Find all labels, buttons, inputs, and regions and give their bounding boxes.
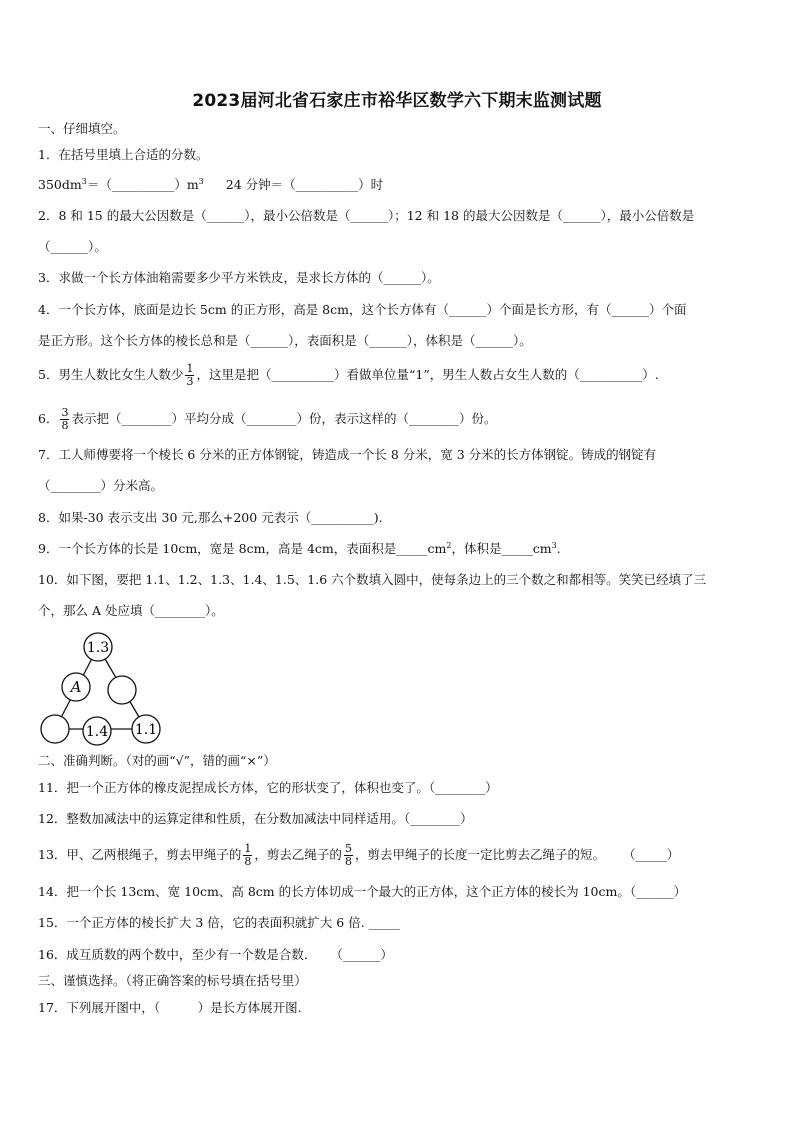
question-14 [38,883,686,901]
section-3-heading: 三、谨慎选择。（将正确答案的标号填在括号里） [38,973,307,988]
q9-sup-a: 2 [446,540,452,550]
question-12-text: 12．整数加减法中的运算定律和性质，在分数加减法中同样适用。（________） [38,811,473,826]
question-9-text-c: . [556,541,561,556]
diagram-label-bottom-right: 1.1 [134,722,158,738]
question-6 [38,402,496,436]
q1-item-a: 350dm [38,177,82,192]
question-11-text: 11．把一个正方体的橡皮泥捏成长方体，它的形状变了，体积也变了。（________） [38,780,498,795]
question-10-text: 10．如下图，要把 1.1、1.2、1.3、1.4、1.5、1.6 六个数填入圆中，使每条边上的三个数之和都相等。笑笑已经填了三 [38,572,707,587]
question-5-text-a: 5．男生人数比女生人数少 [38,367,184,382]
question-1 [38,146,208,164]
question-10-cont [38,602,224,620]
page-title: 2023届河北省石家庄市裕华区数学六下期末监测试题 [192,91,602,111]
question-4-text: 4．一个长方体，底面是边长 5cm 的正方形，高是 8cm，这个长方体有（______）个面是长方形，有（______）个面 [38,302,687,317]
section-2-heading: 二、准确判断。（对的画“√”，错的画“×”） [38,753,276,768]
q13-fraction-2-numerator: 5 [344,842,352,855]
question-8 [38,509,383,527]
question-14-text: 14．把一个长 13cm、宽 10cm、高 8cm 的长方体切成一个最大的正方体，这个正方体的棱长为 10cm。（______） [38,884,687,899]
section-1-heading: 一、仔细填空。 [38,121,126,136]
q13-fraction-1 [243,843,252,868]
question-13-text-b: ，剪去乙绳子的 [254,847,342,862]
question-4 [38,301,687,319]
question-5 [38,358,659,392]
question-4-cont [38,332,532,350]
question-7 [38,446,656,464]
q9-sup-b: 3 [551,540,557,550]
question-3 [38,269,440,287]
question-10-text-cont: 个，那么 A 处应填（________）。 [38,603,224,618]
q5-fraction-denominator: 3 [186,375,194,388]
question-15-text: 15．一个正方体的棱长扩大 3 倍，它的表面积就扩大 6 倍. _____ [38,915,400,930]
question-5-text-b: ，这里是把（__________）看做单位量“1”，男生人数占女生人数的（__________）. [196,367,659,382]
question-7-cont [38,477,163,495]
q6-fraction-numerator: 3 [61,406,69,419]
diagram-label-a: A [70,678,82,696]
q5-fraction-numerator: 1 [186,362,194,375]
question-10 [38,571,706,589]
question-2-text-cont: （______）。 [38,239,107,254]
q5-fraction [185,363,194,388]
question-2-text: 2．8 和 15 的最大公因数是（______），最小公倍数是（______）；12 和 18 的最大公因数是（______），最小公倍数是 [38,208,695,223]
question-11 [38,779,498,797]
question-17 [38,999,302,1017]
question-13 [38,838,679,872]
diagram-circle-right [108,676,136,704]
q13-fraction-2 [344,843,353,868]
q1-sup-a: 3 [81,176,87,186]
question-2-cont [38,238,107,256]
q6-fraction-denominator: 8 [61,419,69,432]
q13-fraction-1-denominator: 8 [244,855,252,868]
question-15 [38,914,400,932]
question-16-text: 16．成互质数的两个数中，至少有一个数是合数． [38,947,317,962]
diagram-label-top: 1.3 [86,640,110,656]
question-16 [38,946,393,964]
triangle-circle-diagram [34,630,166,748]
question-4-text-cont: 是正方形。这个长方体的棱长总和是（______），表面积是（______），体积是（______）。 [38,333,532,348]
question-13-answer: （_____） [622,847,680,862]
question-3-text: 3．求做一个长方体油箱需要多少平方米铁皮，是求长方体的（______）。 [38,270,440,285]
diagram-circle-bottom-left [41,715,69,743]
diagram-label-bottom-mid: 1.4 [85,724,109,740]
q1-item-c: 24 分钟＝（__________）时 [225,177,384,192]
question-13-text-c: ，剪去甲绳子的长度一定比剪去乙绳子的短。 [354,847,605,862]
question-6-text-b: 表示把（________）平均分成（________）份，表示这样的（________）份。 [71,411,497,426]
question-7-text: 7．工人师傅要将一个棱长 6 分米的正方体钢锭，铸造成一个长 8 分米，宽 3 分米的长方体钢锭。铸成的钢锭有 [38,447,657,462]
question-17-text: 17．下列展开图中，（ ）是长方体展开图. [38,1000,302,1015]
question-1-items [38,176,383,194]
q1-sup-b: 3 [198,176,204,186]
question-7-text-cont: （________）分米高。 [38,478,164,493]
question-2 [38,207,694,225]
q13-fraction-1-numerator: 1 [244,842,252,855]
question-9-text-a: 9．一个长方体的长是 10cm，宽是 8cm，高是 4cm，表面积是_____cm [38,541,447,556]
question-1-text: 1．在括号里填上合适的分数。 [38,147,209,162]
question-16-answer: （______） [330,947,393,962]
question-9 [38,540,561,558]
question-13-text-a: 13．甲、乙两根绳子，剪去甲绳子的 [38,847,242,862]
q13-fraction-2-denominator: 8 [344,855,352,868]
question-12 [38,810,473,828]
q6-fraction [60,407,69,432]
q1-item-b: ＝（__________）m [86,177,199,192]
question-8-text: 8．如果-30 表示支出 30 元,那么+200 元表示（__________). [38,510,383,525]
question-9-text-b: ，体积是_____cm [451,541,552,556]
question-6-text-a: 6． [38,411,59,426]
